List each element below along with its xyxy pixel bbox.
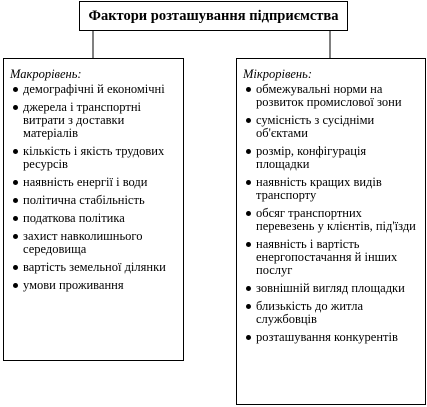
list-item <box>242 83 420 109</box>
bullet-icon <box>13 283 18 288</box>
bullet-icon <box>13 105 18 110</box>
item-text: наявність і вартість енергопостачання й інших послуг <box>256 237 398 277</box>
list-item <box>242 207 420 233</box>
bullet-icon <box>246 211 251 216</box>
list-item <box>9 145 178 171</box>
micro-level-list <box>242 83 420 344</box>
item-text: зовнішній вигляд площадки <box>256 281 405 295</box>
bullet-icon <box>13 87 18 92</box>
bullet-icon <box>246 286 251 291</box>
micro-heading-text: Мікрорівень <box>243 67 308 81</box>
item-text: розташування конкурентів <box>256 330 398 344</box>
bullet-icon <box>13 234 18 239</box>
item-text: демографічні й економічні <box>23 82 165 96</box>
bullet-icon <box>13 265 18 270</box>
list-item <box>9 230 178 256</box>
list-item <box>242 282 420 295</box>
item-text: вартість земельної ділянки <box>23 260 166 274</box>
list-item <box>242 114 420 140</box>
title-box <box>79 1 348 31</box>
list-item <box>9 261 178 274</box>
list-item <box>242 176 420 202</box>
list-item <box>9 212 178 225</box>
item-text: захист навколишнього середовища <box>23 229 143 256</box>
macro-heading-text: Макрорівень <box>10 67 78 81</box>
micro-level-heading: Мікрорівень: <box>243 67 312 81</box>
list-item <box>9 176 178 189</box>
macro-level-panel <box>3 58 184 361</box>
list-item <box>242 331 420 344</box>
list-item <box>9 194 178 207</box>
bullet-icon <box>13 198 18 203</box>
list-item <box>9 101 178 140</box>
item-text: обмежувальні норми на розвиток промислової зони <box>256 82 402 109</box>
bullet-icon <box>246 180 251 185</box>
item-text: податкова політика <box>23 211 125 225</box>
list-item <box>242 300 420 326</box>
item-text: розмір, конфігурація площадки <box>256 144 367 171</box>
list-item <box>9 279 178 292</box>
item-text: наявність кращих видів транспорту <box>256 175 382 202</box>
macro-level-list <box>9 83 178 292</box>
item-text: обсяг транспортних перевезень у клієнтів, під'їзди <box>256 206 416 233</box>
item-text: сумісність з сусідніми об'єктами <box>256 113 375 140</box>
list-item <box>242 145 420 171</box>
macro-level-heading: Макрорівень: <box>10 67 82 81</box>
item-text: кількість і якість трудових ресурсів <box>23 144 165 171</box>
bullet-icon <box>246 304 251 309</box>
bullet-icon <box>246 118 251 123</box>
micro-level-panel <box>236 58 426 405</box>
item-text: політична стабільність <box>23 193 145 207</box>
diagram-title: Фактори розташування підприємства <box>88 7 339 24</box>
list-item <box>9 83 178 96</box>
bullet-icon <box>246 149 251 154</box>
bullet-icon <box>246 242 251 247</box>
bullet-icon <box>13 180 18 185</box>
item-text: наявність енергії і води <box>23 175 148 189</box>
list-item <box>242 238 420 277</box>
item-text: умови проживання <box>23 278 124 292</box>
item-text: джерела і транспортні витрати з доставки матеріалів <box>23 100 141 140</box>
item-text: близькість до житла службовців <box>256 299 363 326</box>
bullet-icon <box>246 87 251 92</box>
bullet-icon <box>246 335 251 340</box>
bullet-icon <box>13 216 18 221</box>
bullet-icon <box>13 149 18 154</box>
